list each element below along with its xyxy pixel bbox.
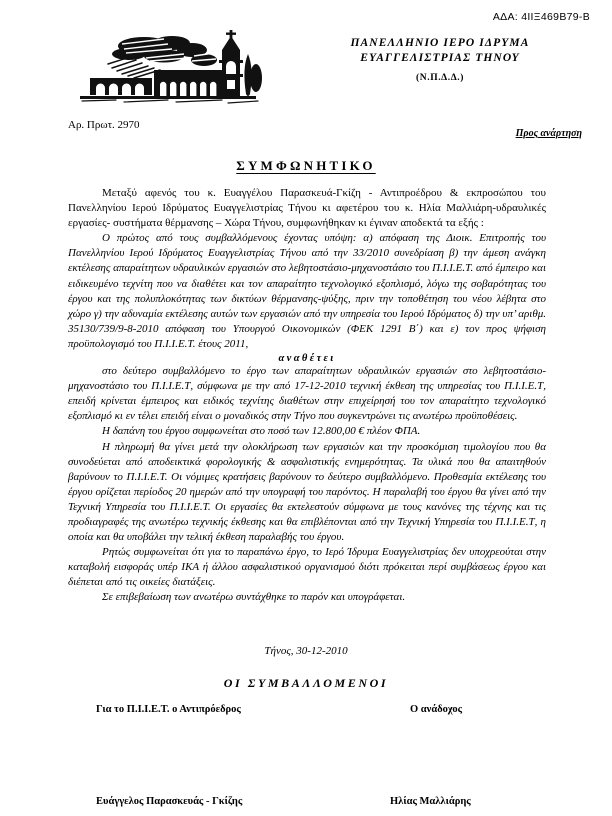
organization-title	[290, 36, 590, 83]
parties-heading: ΟΙ ΣΥΜΒΑΛΛΟΜΕΝΟΙ	[223, 676, 389, 690]
paragraph-payment-terms: Η πληρωμή θα γίνει μετά την ολοκλήρωση των εργασιών και την προσκόμιση τιμολογίου που θα συνοδεύεται από αποδεικτικά φορολογικής & ασφαλιστικής ενημερότητας. Τα υλικά που θα απαιτηθούν βαρύνουν το Π.Ι.Ι.Ε.Τ. Οι νόμιμες κρατήσεις βαρύνουν το δεύτερο συμβαλλόμενο. Προθεσμία εκτέλεσης του έργου ορίζεται περίοδος 20 ημερών από την υπογραφή του παρόντος. Η παραλαβή του έργου θα γίνει από την Τεχνική Υπηρεσία του Π.Ι.Ι.Ε.Τ. Οι εργασίες θα εκτελεστούν σύμφωνα με τους κανόνες της τέχνης και τις προδιαγραφές της ανωτέρω τεχνικής έκθεσης και θα επιβλέπονται από την Τεχνική Υπηρεσία του Π.Ι.Ι.Ε.Τ, η οποία και θα υποβάλει την τελική έκθεση παραλαβής του έργου.	[68, 440, 546, 544]
org-line-2: ΕΥΑΓΓΕΛΙΣΤΡΙΑΣ ΤΗΝΟΥ	[360, 52, 520, 64]
tinos-monastery-engraving-icon	[72, 30, 262, 108]
signature-role-right: Ο ανάδοχος	[410, 704, 463, 715]
org-line-1: ΠΑΝΕΛΛΗΝΙΟ ΙΕΡΟ ΙΔΡΥΜΑ	[350, 37, 530, 49]
place-and-date: Τήνος, 30-12-2010	[264, 645, 348, 657]
paragraph-assignment: στο δεύτερο συμβαλλόμενο το έργο των απαραίτητων υδραυλικών εργασιών στο λεβητοστάσιο-μηχανοστάσιο του Π.Ι.Ι.Ε.Τ, σύμφωνα με την από 17-12-2010 τεχνική έκθεση της υπηρεσίας του Π.Ι.Ι.Ε.Τ, επειδή κρίνεται έμπειρος και ειδικός τεχνίτης διαθέτων στην επιχείρησή του τον απαραίτητο τεχνολογικό εξοπλισμό κι εν τέλει επειδή είναι ο μοναδικός στην Τήνο που συγκεντρώνει τις ανωτέρω προϋποθέσεις.	[68, 365, 546, 423]
paragraph-insurance-clause: Ρητώς συμφωνείται ότι για το παραπάνω έργο, το Ιερό Ίδρυμα Ευαγγελιστρίας δεν υποχρεούται στην καταβολή εισφοράς υπέρ ΙΚΑ ή άλλου ασφαλιστικού οργανισμού διότι πρόκειται περί συμβάσεως έργου και διέπεται από τις οικείες διατάξεις.	[68, 546, 546, 589]
signature-block	[0, 645, 612, 816]
protocol-number: Αρ. Πρωτ. 2970	[68, 119, 140, 131]
page-title: ΣΥΜΦΩΝΗΤΙΚΟ	[236, 158, 376, 173]
posting-label: Προς ανάρτηση	[515, 128, 582, 139]
signature-role-left: Για το Π.Ι.Ι.Ε.Τ. ο Αντιπρόεδρος	[96, 704, 241, 715]
org-legal-form: (Ν.Π.Δ.Δ.)	[416, 73, 464, 83]
document-body	[68, 186, 546, 606]
ada-number: ΑΔΑ: 4ΙΙΞ469Β79-Β	[492, 11, 590, 23]
paragraph-whereas: Ο πρώτος από τους συμβαλλόμενους έχοντας υπόψη: α) απόφαση της Διοικ. Επιτροπής του Πανελληνίου Ιερού Ιδρύματος Ευαγγελιστρίας Τήνου από την 33/2010 συνεδρίαση β) την άμεση ανάγκη εκτέλεσης απαραίτητων υδραυλικών εργασιών στο λεβητοστάσιο-μηχανοστάσιο του Π.Ι.Ι.Ε.Τ. από έμπειρο και ειδικευμένο τεχνίτη που να διαθέτει και τον απαραίτητο τεχνολογικό εξοπλισμό, λόγω της σοβαρότητας του έργου και της πολυπλοκότητας των δικτύων θέρμανσης-ψύξης, πριν την τοποθέτηση του νέου λέβητα στο χώρο γ) την αδυναμία εκτέλεσης αυτών των εργασιών από την υπηρεσία του Ιερού Ιδρύματος δ) την υπ’ αριθμ. 35130/739/9-8-2010 απόφαση του Υπουργού Οικονομικών (ΦΕΚ 1291 Β΄) και ε) τον προς ψήφιση προϋπολογισμό του Π.Ι.Ι.Ε.Τ. έτους 2011,	[68, 232, 546, 350]
signature-name-left: Ευάγγελος Παρασκευάς - Γκίζης	[96, 796, 243, 807]
assigns-keyword: αναθέτει	[278, 353, 336, 365]
letterhead	[0, 30, 612, 114]
signature-names-row	[0, 796, 612, 816]
paragraph-confirmation: Σε επιβεβαίωση των ανωτέρω συντάχθηκε το παρόν και υπογράφεται.	[102, 591, 406, 604]
protocol-row	[0, 119, 612, 141]
paragraph-cost: Η δαπάνη του έργου συμφωνείται στο ποσό των 12.800,00 € πλέον ΦΠΑ.	[102, 425, 421, 438]
signature-roles-row	[0, 704, 612, 722]
signature-name-right: Ηλίας Μαλλιάρης	[390, 796, 471, 807]
paragraph-preamble: Μεταξύ αφενός του κ. Ευαγγέλου Παρασκευά-Γκίζη - Αντιπροέδρου & εκπροσώπου του Πανελληνίου Ιερού Ιδρύματος Ευαγγελιστρίας Τήνου κι αφετέρου του κ. Ηλία Μαλλιάρη-υδραυλικές εργασίες- συστήματα θέρμανσης – Χώρα Τήνου, συμφωνήθηκαν κι έγιναν αποδεκτά τα εξής :	[68, 187, 546, 230]
